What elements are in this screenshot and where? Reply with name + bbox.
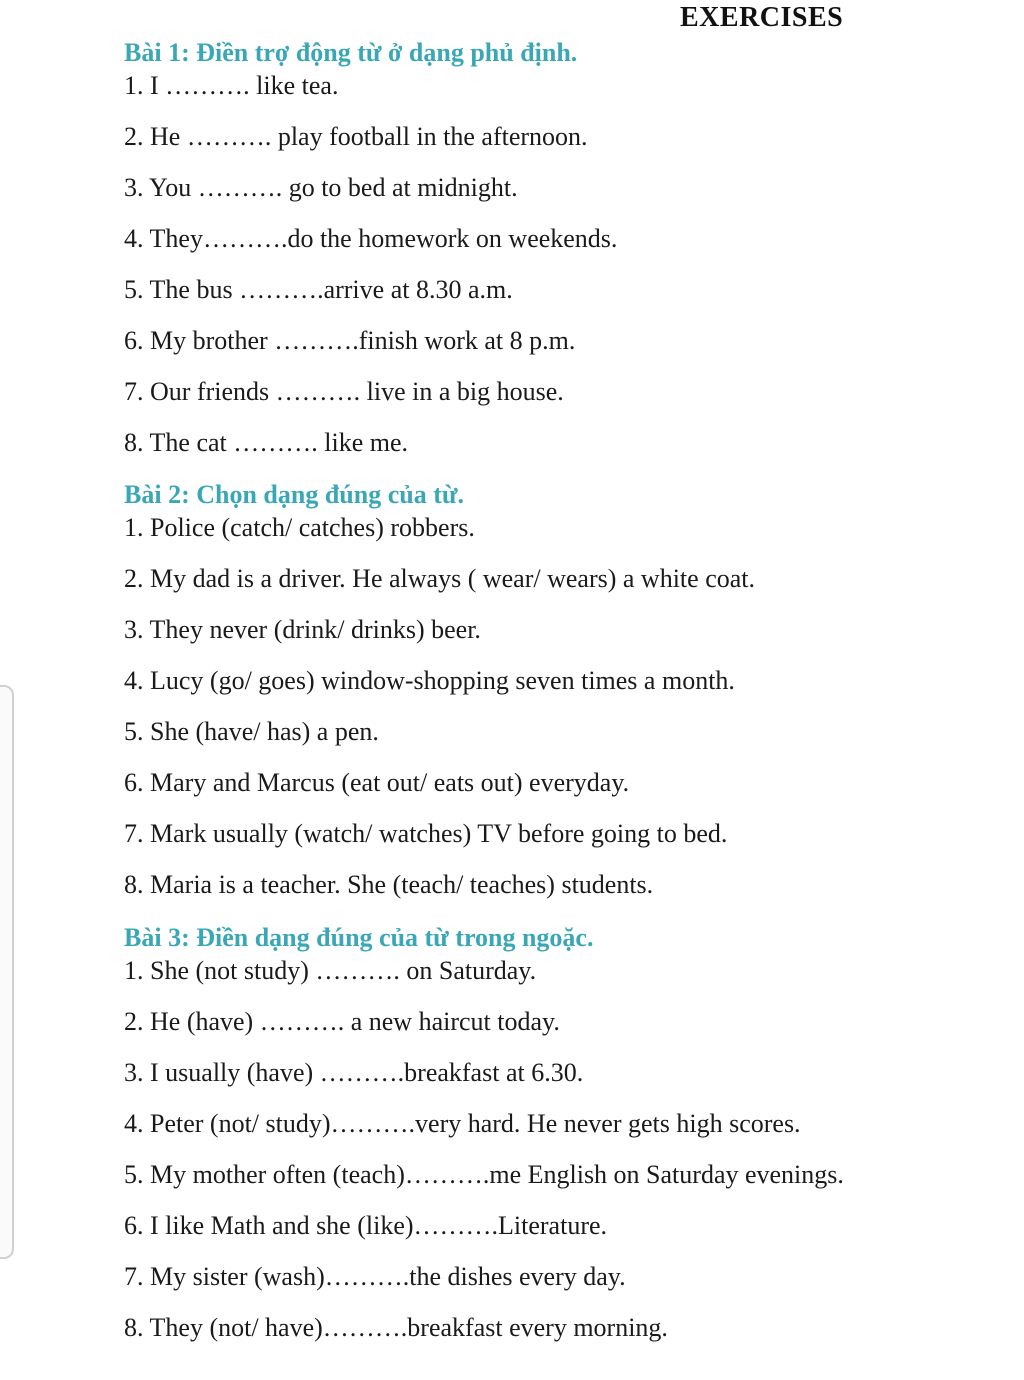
exercise-1 [124,36,994,477]
exercise-item: 8. They (not/ have)……….breakfast every morning. [124,1313,668,1342]
exercise-3-heading: Bài 3: Điền dạng đúng của từ trong ngoặc. [124,923,594,952]
exercise-2-list [124,511,994,919]
exercise-item: 2. He (have) ………. a new haircut today. [124,1007,560,1036]
scroll-edge-handle[interactable] [0,685,14,1259]
exercise-3 [124,921,994,1362]
exercise-item: 2. My dad is a driver. He always ( wear/ wears) a white coat. [124,564,755,593]
exercise-2 [124,478,994,919]
exercise-item: 4. Peter (not/ study)……….very hard. He never gets high scores. [124,1109,801,1138]
exercise-item: 7. My sister (wash)……….the dishes every day. [124,1262,626,1291]
exercise-item: 6. My brother ……….finish work at 8 p.m. [124,326,576,355]
exercise-item: 3. You ………. go to bed at midnight. [124,173,518,202]
exercise-item: 8. Maria is a teacher. She (teach/ teaches) students. [124,870,654,899]
exercise-item: 7. Mark usually (watch/ watches) TV before going to bed. [124,819,728,848]
exercise-item: 6. Mary and Marcus (eat out/ eats out) everyday. [124,768,630,797]
exercise-1-list [124,69,994,477]
exercise-item: 2. He ………. play football in the afternoon. [124,122,588,151]
page-title: EXERCISES [680,2,844,33]
exercise-item: 1. She (not study) ………. on Saturday. [124,956,537,985]
exercise-3-list [124,954,994,1362]
exercise-item: 4. They……….do the homework on weekends. [124,224,618,253]
exercise-item: 1. I ………. like tea. [124,71,339,100]
exercise-item: 8. The cat ………. like me. [124,428,409,457]
exercise-item: 3. They never (drink/ drinks) beer. [124,615,481,644]
exercise-item: 5. My mother often (teach)……….me English on Saturday evenings. [124,1160,844,1189]
exercise-1-heading: Bài 1: Điền trợ động từ ở dạng phủ định. [124,38,578,67]
exercise-item: 5. She (have/ has) a pen. [124,717,379,746]
exercise-item: 3. I usually (have) ……….breakfast at 6.30. [124,1058,584,1087]
exercise-item: 4. Lucy (go/ goes) window-shopping seven times a month. [124,666,735,695]
exercise-item: 5. The bus ……….arrive at 8.30 a.m. [124,275,513,304]
exercise-2-heading: Bài 2: Chọn dạng đúng của từ. [124,480,464,509]
exercise-item: 6. I like Math and she (like)……….Literature. [124,1211,608,1240]
exercise-item: 7. Our friends ………. live in a big house. [124,377,564,406]
exercise-item: 1. Police (catch/ catches) robbers. [124,513,475,542]
